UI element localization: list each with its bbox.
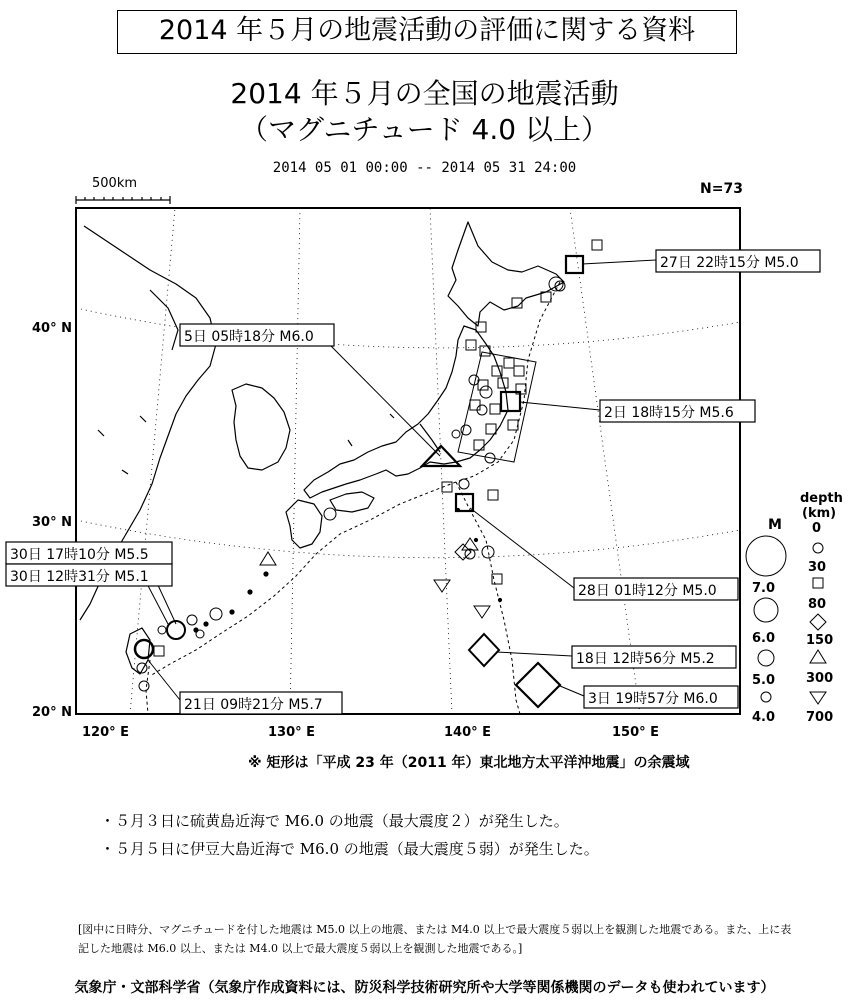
svg-text:7.0: 7.0	[752, 581, 776, 596]
map-title-line2: （マグニチュード 4.0 以上）	[240, 113, 609, 146]
map-legend	[746, 491, 843, 725]
lon-label: 150° E	[612, 725, 660, 740]
svg-text:6.0: 6.0	[752, 631, 776, 646]
svg-text:150: 150	[806, 633, 834, 648]
event-label: 3日 19時57分 M6.0	[588, 691, 718, 707]
source-footer: 気象庁・文部科学省（気象庁作成資料には、防災科学技術研究所や大学等関係機関のデータも使われています）	[74, 980, 775, 996]
scale-bar	[76, 196, 170, 204]
summary-bullet: ・５月５日に伊豆大島近海で M6.0 の地震（最大震度５弱）が発生した。	[100, 840, 599, 858]
event-count: N=73	[700, 181, 743, 197]
svg-text:30: 30	[808, 560, 827, 575]
time-range: 2014 05 01 00:00 -- 2014 05 31 24:00	[272, 160, 577, 176]
event-label: 27日 22時15分 M5.0	[660, 255, 799, 271]
svg-text:700: 700	[806, 710, 834, 725]
svg-text:5.0: 5.0	[752, 673, 776, 688]
lat-label: 20° N	[32, 705, 72, 720]
magnitude-legend-title: M	[768, 517, 782, 533]
map-title-line1: 2014 年５月の全国の地震活動	[230, 77, 619, 110]
svg-text:4.0: 4.0	[752, 710, 776, 725]
event-label: 30日 12時31分 M5.1	[10, 569, 149, 585]
lon-label: 130° E	[268, 725, 316, 740]
rectangle-note: ※ 矩形は「平成 23 年（2011 年）東北地方太平洋沖地震」の余震域	[248, 755, 690, 771]
lon-label: 140° E	[444, 725, 492, 740]
svg-text:300: 300	[806, 671, 834, 686]
lon-label: 120° E	[82, 725, 130, 740]
event-label: 30日 17時10分 M5.5	[10, 547, 149, 563]
svg-text:80: 80	[808, 597, 827, 612]
figure-caption: [図中に日時分、マグニチュードを付した地震は M5.0 以上の地震、または M4.0 以上で最大震度５弱以上を観測した地震である。また、上に表記した地震は M6.0 以上、または M4.0 以上で最大震度５弱以上を観測した地震である。]	[78, 923, 792, 955]
seismicity-map	[0, 185, 849, 745]
event-label: 18日 12時56分 M5.2	[576, 651, 715, 667]
event-label: 5日 05時18分 M6.0	[184, 329, 314, 345]
event-label: 21日 09時21分 M5.7	[184, 697, 323, 713]
scale-bar-label: 500km	[92, 176, 138, 191]
svg-text:0: 0	[812, 521, 822, 536]
svg-text:(km): (km)	[802, 506, 837, 521]
event-label: 28日 01時12分 M5.0	[578, 583, 717, 599]
summary-bullet: ・５月３日に硫黄島近海で M6.0 の地震（最大震度２）が発生した。	[100, 812, 569, 830]
lat-label: 40° N	[32, 321, 72, 336]
event-label: 2日 18時15分 M5.6	[604, 405, 734, 421]
lat-label: 30° N	[32, 515, 72, 530]
document-title: 2014 年５月の地震活動の評価に関する資料	[117, 10, 737, 54]
svg-text:depth: depth	[800, 491, 843, 506]
